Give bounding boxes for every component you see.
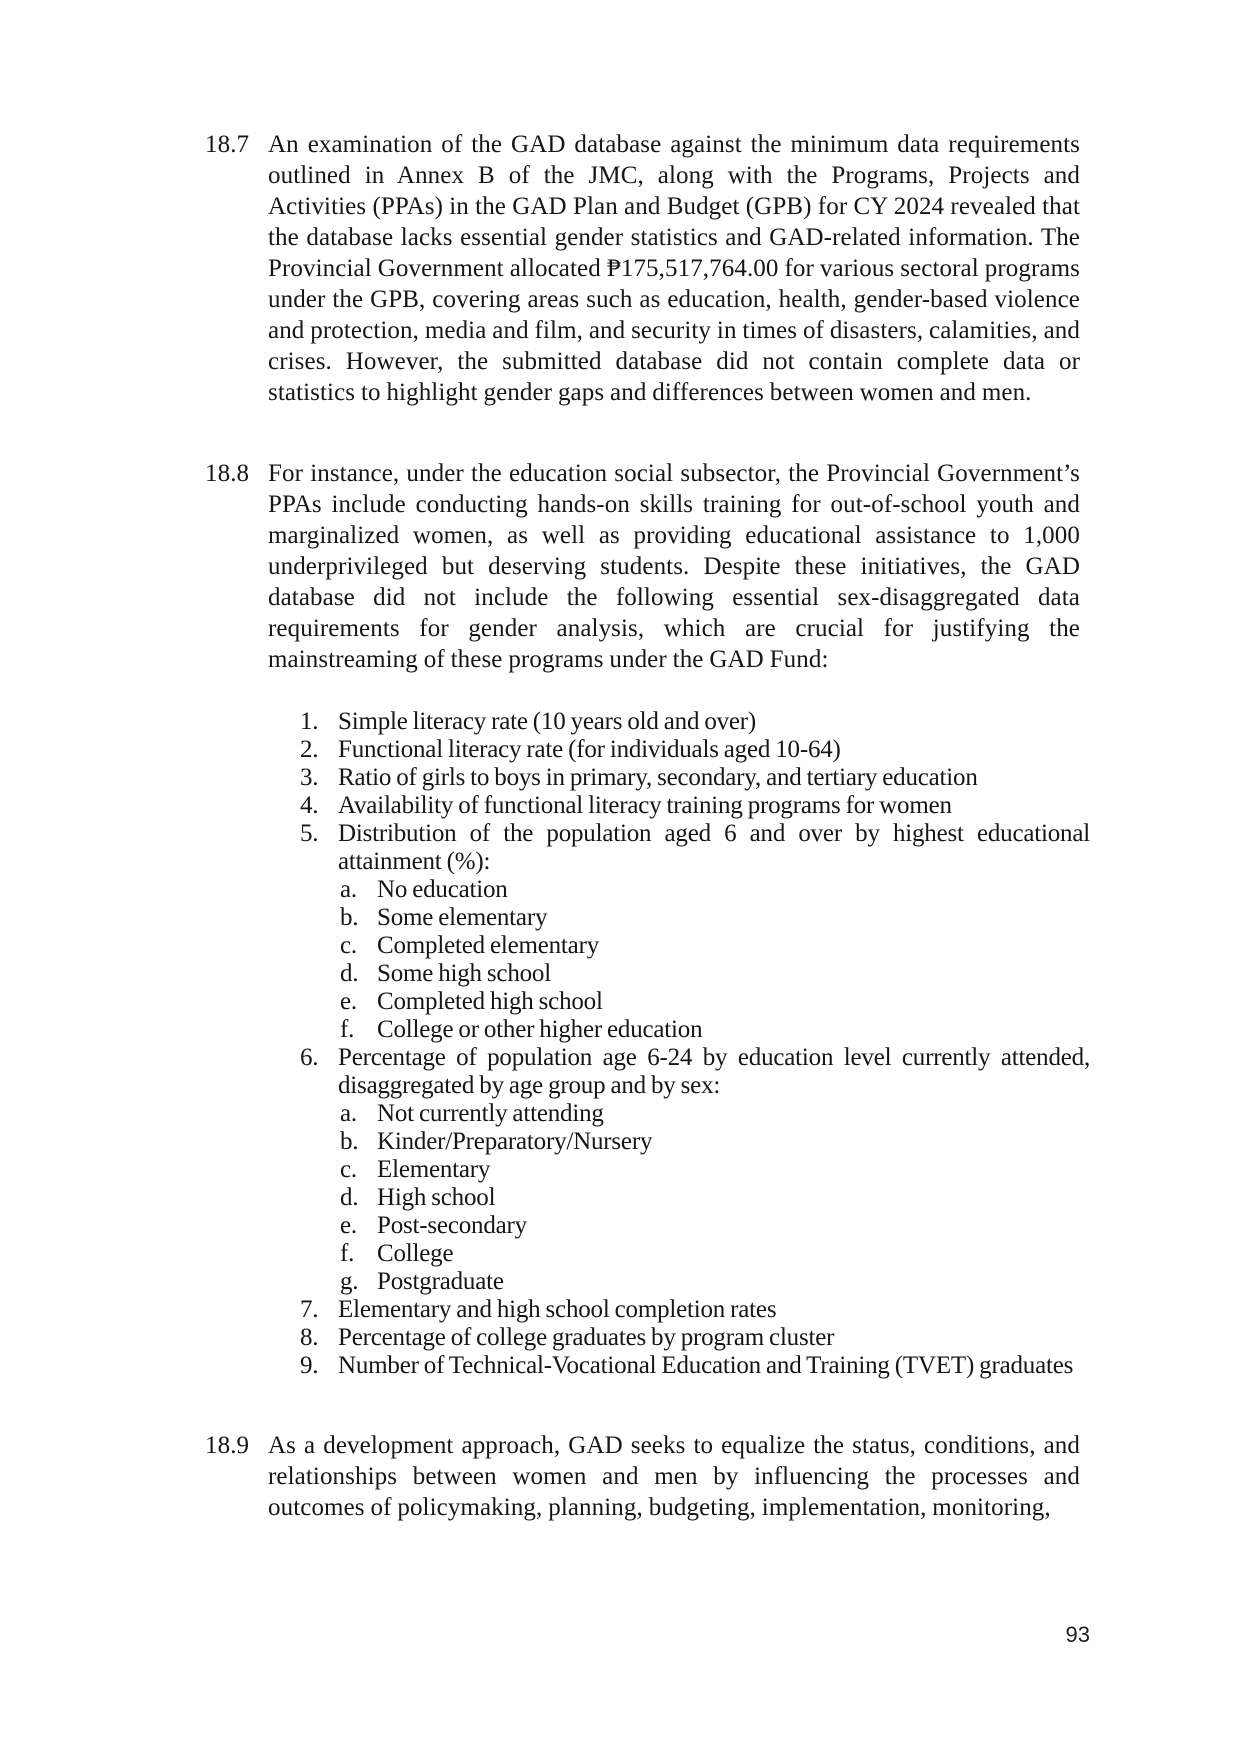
sub-list-marker: e. [340, 1212, 357, 1239]
sub-list-item-text: High school [377, 1184, 496, 1211]
list-item-text: Number of Technical-Vocational Education and Training (TVET) graduates [338, 1352, 1074, 1379]
sub-list-marker: d. [340, 1184, 359, 1211]
sub-list-item-text: Completed high school [377, 988, 603, 1015]
list-item [300, 1044, 1090, 1296]
clause-body [268, 129, 1080, 408]
list-item [300, 708, 1090, 736]
clause-body [268, 1430, 1080, 1523]
sub-list-marker: g. [340, 1268, 359, 1295]
list-marker: 7. [300, 1296, 319, 1323]
data-requirements-list [300, 708, 1090, 1380]
clause-number: 18.9 [205, 1432, 250, 1459]
sub-list-item-text: Post-secondary [377, 1212, 527, 1239]
list-item-text: Percentage of college graduates by program cluster [338, 1324, 835, 1351]
sub-list-marker: f. [340, 1240, 355, 1267]
list-item [300, 736, 1090, 764]
list-item-text: Distribution of the population aged 6 and over by highest educational attainment (%): [338, 820, 1090, 875]
sub-list-item-text: Elementary [377, 1156, 491, 1183]
list-item-text: Functional literacy rate (for individuals aged 10-64) [338, 736, 841, 763]
sub-list-item [340, 1212, 1090, 1240]
list-marker: 3. [300, 764, 319, 791]
sub-list-item [340, 1184, 1090, 1212]
clause-body [268, 458, 1090, 1380]
list-item [300, 792, 1090, 820]
clause-18-9 [205, 1430, 1240, 1523]
sub-list-item [340, 960, 1090, 988]
clause-18-7 [205, 129, 1240, 408]
sub-list-marker: c. [340, 1156, 357, 1183]
clause-paragraph: For instance, under the education social subsector, the Provincial Government’s PPAs include conducting hands-on skills training for out-of-school youth and marginalized women, as well as providing educational assistance to 1,000 underprivileged but deserving students. Despite these initiatives, the GAD database did not include the following essential sex-disaggregated data requirements for gender analysis, which are crucial for justifying the mainstreaming of these programs under the GAD Fund: [268, 460, 1080, 673]
sub-list-marker: a. [340, 1100, 357, 1127]
list-item [300, 1352, 1090, 1380]
sub-list-marker: f. [340, 1016, 355, 1043]
sub-list-item [340, 1016, 1090, 1044]
sub-list-item [340, 1240, 1090, 1268]
sub-list-item-text: Some elementary [377, 904, 548, 931]
clause-18-8 [205, 458, 1240, 1380]
list-item [300, 820, 1090, 1044]
sub-list-item [340, 1156, 1090, 1184]
sub-list-marker: e. [340, 988, 357, 1015]
list-item-text: Percentage of population age 6-24 by education level currently attended, disaggregated by age group and by sex: [338, 1044, 1090, 1099]
sub-list-item-text: Not currently attending [377, 1100, 604, 1127]
list-marker: 1. [300, 708, 319, 735]
list-marker: 9. [300, 1352, 319, 1379]
sub-list-item [340, 904, 1090, 932]
sub-list-item [340, 876, 1090, 904]
sub-list [340, 1100, 1090, 1296]
list-marker: 2. [300, 736, 319, 763]
list-item-text: Availability of functional literacy training programs for women [338, 792, 952, 819]
sub-list-marker: d. [340, 960, 359, 987]
sub-list-item-text: Kinder/Preparatory/Nursery [377, 1128, 653, 1155]
sub-list-item [340, 1100, 1090, 1128]
sub-list-item [340, 988, 1090, 1016]
page-number: 93 [1065, 1622, 1090, 1647]
list-marker: 8. [300, 1324, 319, 1351]
list-item-text: Simple literacy rate (10 years old and over) [338, 708, 757, 735]
sub-list-item-text: No education [377, 876, 508, 903]
sub-list-item-text: College or other higher education [377, 1016, 703, 1043]
sub-list-item [340, 1128, 1090, 1156]
sub-list-marker: b. [340, 904, 359, 931]
list-item [300, 764, 1090, 792]
clause-paragraph: As a development approach, GAD seeks to equalize the status, conditions, and relationships between women and men by influencing the processes and outcomes of policymaking, planning, budgeting, implementation, monitoring, [268, 1432, 1080, 1521]
list-item-text: Ratio of girls to boys in primary, secondary, and tertiary education [338, 764, 978, 791]
sub-list-marker: a. [340, 876, 357, 903]
list-item [300, 1324, 1090, 1352]
sub-list-item-text: College [377, 1240, 454, 1267]
sub-list-item-text: Some high school [377, 960, 551, 987]
list-item [300, 1296, 1090, 1324]
sub-list-marker: b. [340, 1128, 359, 1155]
list-item-text: Elementary and high school completion rates [338, 1296, 777, 1323]
clause-number: 18.8 [205, 460, 250, 487]
list-marker: 4. [300, 792, 319, 819]
list-marker: 6. [300, 1044, 319, 1071]
list-marker: 5. [300, 820, 319, 847]
sub-list-item-text: Completed elementary [377, 932, 600, 959]
sub-list-item [340, 1268, 1090, 1296]
sub-list [340, 876, 1090, 1044]
clause-number: 18.7 [205, 131, 250, 158]
clause-paragraph: An examination of the GAD database against the minimum data requirements outlined in Annex B of the JMC, along with the Programs, Projects and Activities (PPAs) in the GAD Plan and Budget (GPB) for CY 2024 revealed that the database lacks essential gender statistics and GAD-related information. The Provincial Government allocated ₱175,517,764.00 for various sectoral programs under the GPB, covering areas such as education, health, gender-based violence and protection, media and film, and security in times of disasters, calamities, and crises. However, the submitted database did not contain complete data or statistics to highlight gender gaps and differences between women and men. [268, 131, 1080, 406]
sub-list-item-text: Postgraduate [377, 1268, 504, 1295]
sub-list-item [340, 932, 1090, 960]
sub-list-marker: c. [340, 932, 357, 959]
